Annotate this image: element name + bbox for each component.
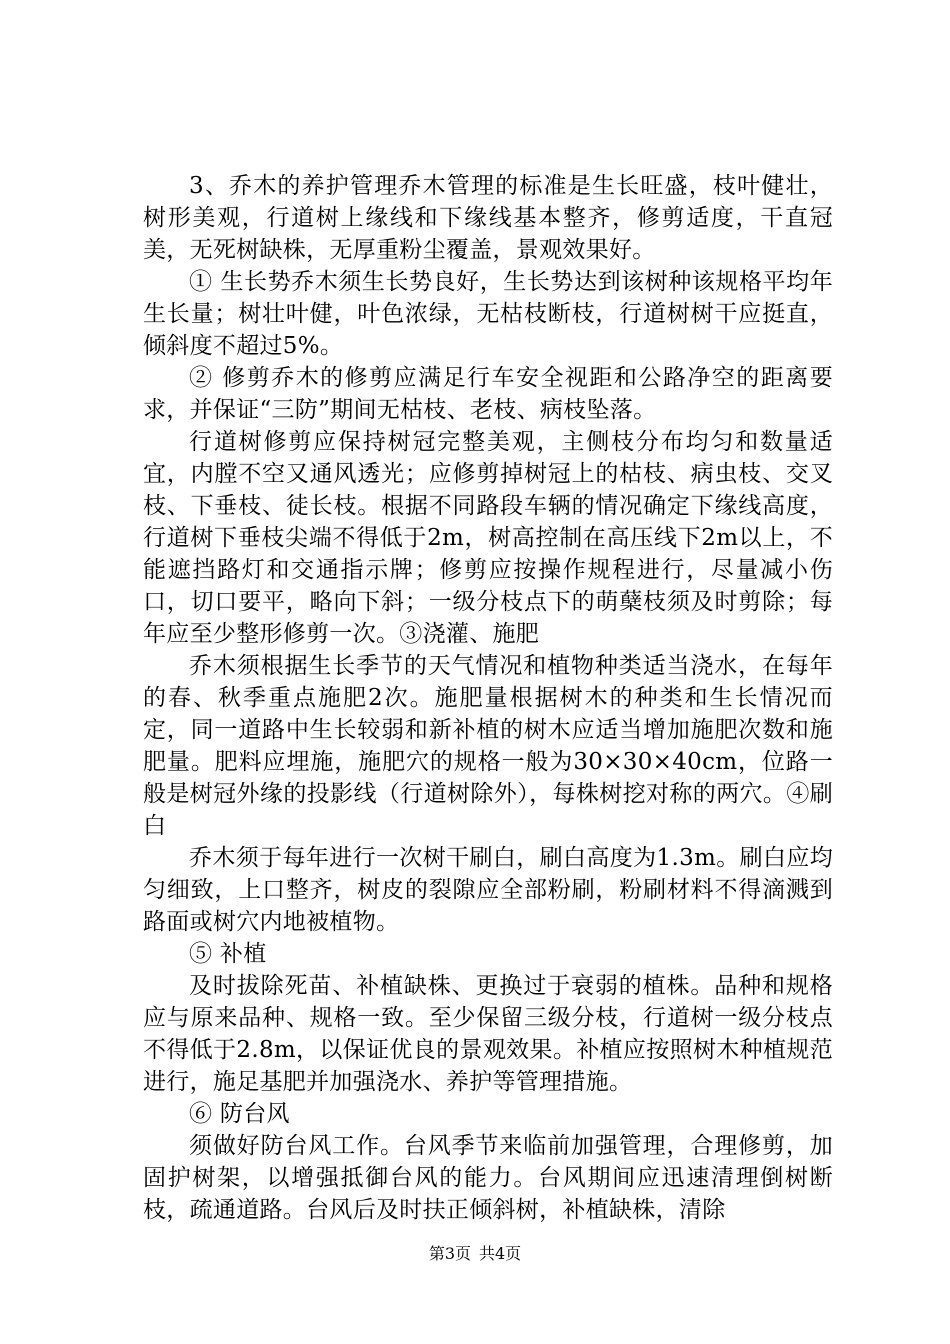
document-body [143,170,833,1226]
page-total: 共4页 [479,1244,522,1263]
page-footer [0,1244,950,1264]
paragraph-growth-vigor: ① 生长势乔木须生长势良好，生长势达到该树种该规格平均年生长量；树壮叶健，叶色浓绿，无枯枝断枝，行道树树干应挺直，倾斜度不超过5%。 [143,269,833,359]
heading-typhoon-prevention: ⑥ 防台风 [189,1101,290,1127]
page-number: 第3页 [428,1244,471,1263]
paragraph-whitewashing: 乔木须于每年进行一次树干刷白，刷白高度为1.3m。刷白应均匀细致，上口整齐，树皮的裂隙应全部粉刷，粉刷材料不得滴溅到路面或树穴内地被植物。 [143,845,833,935]
paragraph-tree-maintenance-standard: 3、乔木的养护管理乔木管理的标准是生长旺盛，枝叶健壮，树形美观，行道树上缘线和下缘线基本整齐，修剪适度，干直冠美，无死树缺株，无厚重粉尘覆盖，景观效果好。 [143,173,833,263]
paragraph-replanting: 及时拔除死苗、补植缺株、更换过于衰弱的植株。品种和规格应与原来品种、规格一致。至少保留三级分枝，行道树一级分枝点不得低于2.8m，以保证优良的景观效果。补植应按照树木种植规范进行，施足基肥并加强浇水、养护等管理措施。 [143,973,833,1095]
paragraph-pruning-requirements: ② 修剪乔木的修剪应满足行车安全视距和公路净空的距离要求，并保证“三防”期间无枯枝、老枝、病枝坠落。 [143,365,833,423]
paragraph-street-tree-pruning: 行道树修剪应保持树冠完整美观，主侧枝分布均匀和数量适宜，内膛不空又通风透光；应修剪掉树冠上的枯枝、病虫枝、交叉枝、下垂枝、徒长枝。根据不同路段车辆的情况确定下缘线高度，行道树下垂枝尖端不得低于2m，树高控制在高压线下2m以上，不能遮挡路灯和交通指示牌；修剪应按操作规程进行，尽量减小伤口，切口要平，略向下斜；一级分枝点下的萌蘖枝须及时剪除；每年应至少整形修剪一次。③浇灌、施肥 [143,429,833,647]
heading-replanting: ⑤ 补植 [189,941,267,967]
paragraph-watering-fertilizing: 乔木须根据生长季节的天气情况和植物种类适当浇水，在每年的春、秋季重点施肥2次。施肥量根据树木的种类和生长情况而定，同一道路中生长较弱和新补植的树木应适当增加施肥次数和施肥量。肥料应埋施，施肥穴的规格一般为30×30×40cm，位路一般是树冠外缘的投影线（行道树除外），每株树挖对称的两穴。④刷白 [143,653,833,839]
paragraph-typhoon-prevention: 须做好防台风工作。台风季节来临前加强管理，合理修剪，加固护树架，以增强抵御台风的能力。台风期间应迅速清理倒树断枝，疏通道路。台风后及时扶正倾斜树，补植缺株，清除 [143,1133,833,1223]
